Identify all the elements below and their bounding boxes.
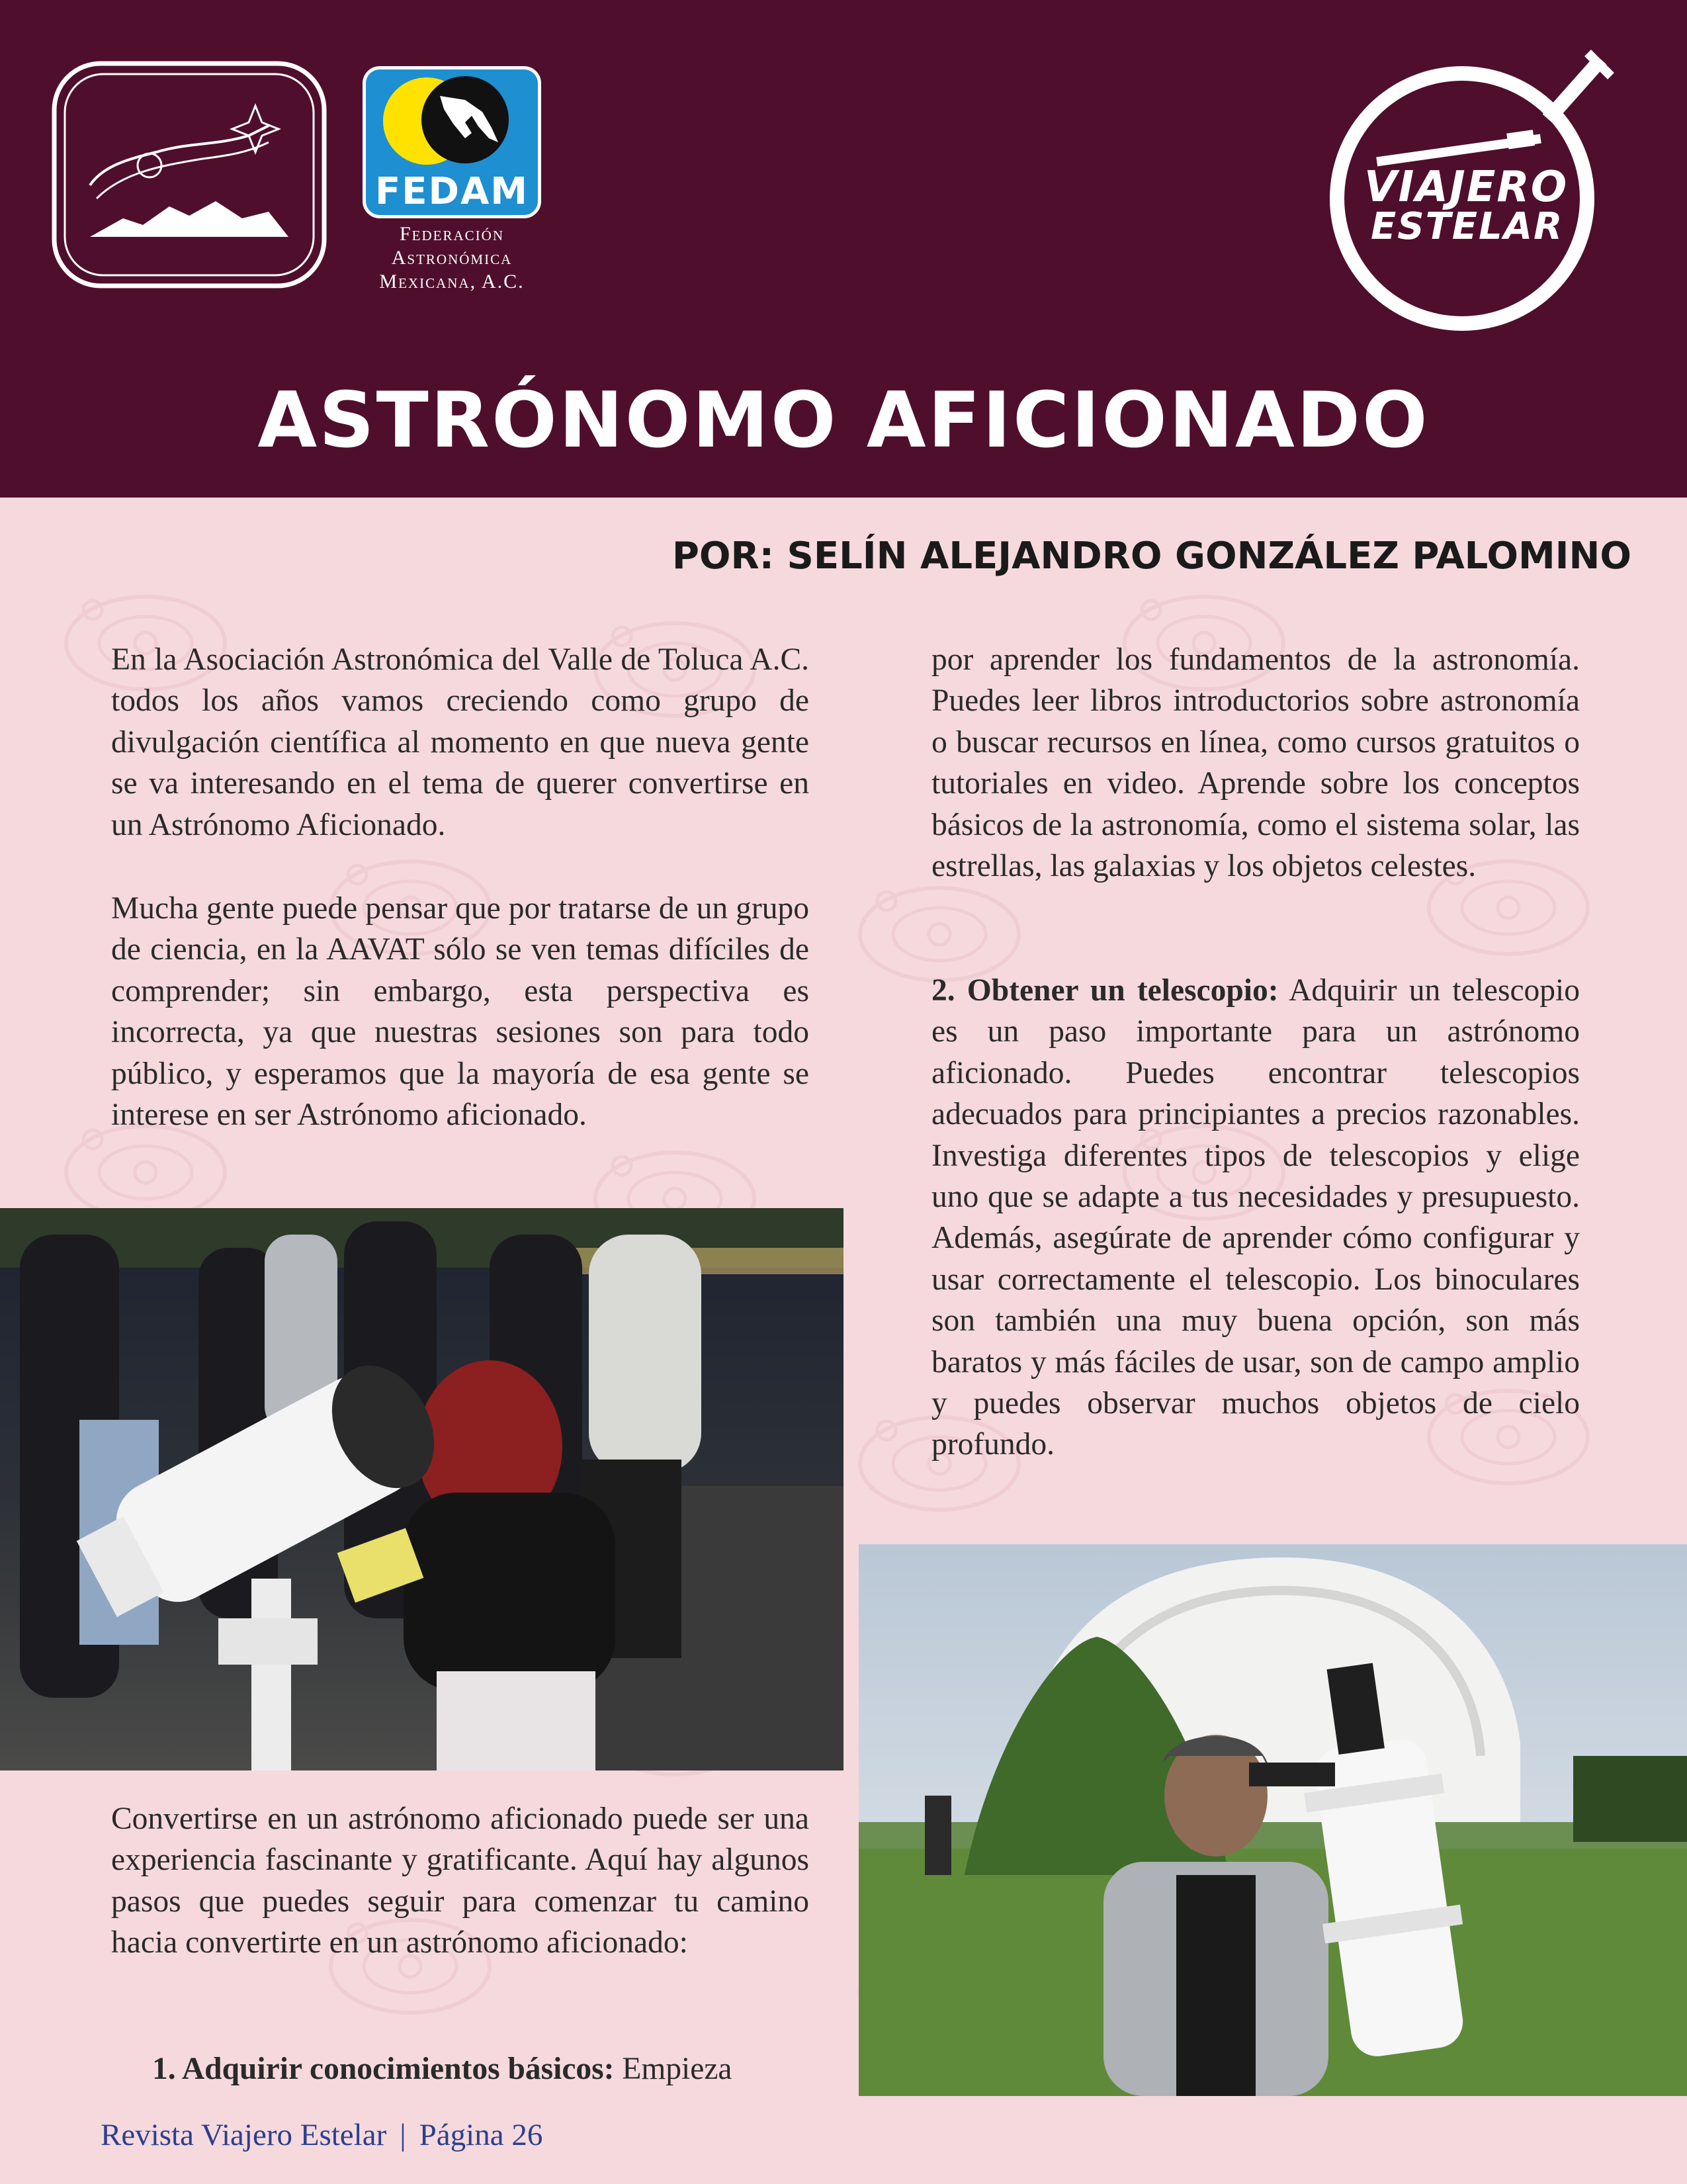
photo-man-with-telescope	[859, 1544, 1687, 2096]
paragraph-intro	[111, 639, 809, 846]
fedam-logo	[363, 66, 541, 291]
photo-girl-at-telescope	[0, 1208, 844, 1770]
step-1-heading: 1. Adquirir conocimientos básicos:	[152, 2052, 615, 2086]
step-1-text: por aprender los fundamentos de la astronomía. Puedes leer libros introductorios sobre astronomía o buscar recursos en línea, como cursos gratuitos o tutoriales en video. Aprende sobre los conceptos básicos de la astronomía, como el sistema solar, las estrellas, las galaxias y los objetos celestes.	[931, 642, 1580, 884]
fedam-wordmark: FEDAM	[374, 170, 529, 213]
step-1-first-word: Empieza	[622, 2052, 732, 2086]
article-byline: POR: SELÍN ALEJANDRO GONZÁLEZ PALOMINO	[671, 535, 1631, 578]
paragraph-3-text: Convertirse en un astrónomo aficionado puede ser una experiencia fascinante y gratificante. Aquí hay algunos pasos que puedes seguir para comenzar tu camino hacia convertirte en un astrónomo aficionado:	[111, 1802, 809, 1960]
fedam-caption-line-1: Federación	[399, 223, 504, 245]
footer-separator: |	[400, 2118, 406, 2152]
estelar-word: ESTELAR	[1371, 205, 1564, 248]
fedam-emblem	[363, 66, 541, 218]
fedam-caption-line-3: Mexicana, A.C.	[379, 271, 525, 292]
page-number: Página 26	[419, 2118, 543, 2152]
paragraph-2-text: Mucha gente puede pensar que por tratarse de un grupo de ciencia, en la AAVAT sólo se ven temas difíciles de comprender; sin embargo, esta perspectiva es incorrecta, ya que nuestras sesiones son para todo público, y esperamos que la mayoría de esa gente se interese en ser Astrónomo aficionado.	[111, 891, 809, 1133]
step-2-heading: 2. Obtener un telescopio:	[931, 973, 1279, 1008]
step-2-text: Adquirir un telescopio es un paso importante para un astrónomo aficionado. Puedes encontrar telescopios adecuados para principiantes a precios razonables. Investiga diferentes tipos de telescopios y elige uno que se adapte a tus necesidades y presupuesto. Además, asegúrate de aprender cómo configurar y usar correctamente el telescopio. Los binoculares son también una muy buena opción, son más baratos y más fáciles de usar, son de campo amplio y puedes observar muchos objetos de cielo profundo.	[931, 973, 1580, 1462]
magazine-name: Revista Viajero Estelar	[101, 2118, 387, 2152]
step-2	[931, 970, 1580, 1465]
header-band	[0, 0, 1687, 498]
article-title: ASTRÓNOMO AFICIONADO	[257, 376, 1430, 465]
step-1-continuation	[931, 639, 1580, 887]
paragraph-perspective	[111, 888, 809, 1135]
viajero-estelar-logo	[1323, 46, 1614, 337]
paragraph-1-text: En la Asociación Astronómica del Valle de Toluca A.C. todos los años vamos creciendo como grupo de divulgación científica al momento en que nueva gente se va interesando en el tema de querer convertirse en un Astrónomo Aficionado.	[111, 642, 809, 842]
aavt-seal-logo	[50, 60, 328, 290]
page-footer	[101, 2117, 542, 2153]
step-1-start	[152, 2048, 809, 2089]
viajero-word: VIAJERO	[1364, 163, 1569, 212]
fedam-caption-line-2: Astronómica	[391, 247, 513, 269]
fedam-caption	[343, 222, 561, 294]
paragraph-steps-intro	[111, 1798, 809, 1964]
